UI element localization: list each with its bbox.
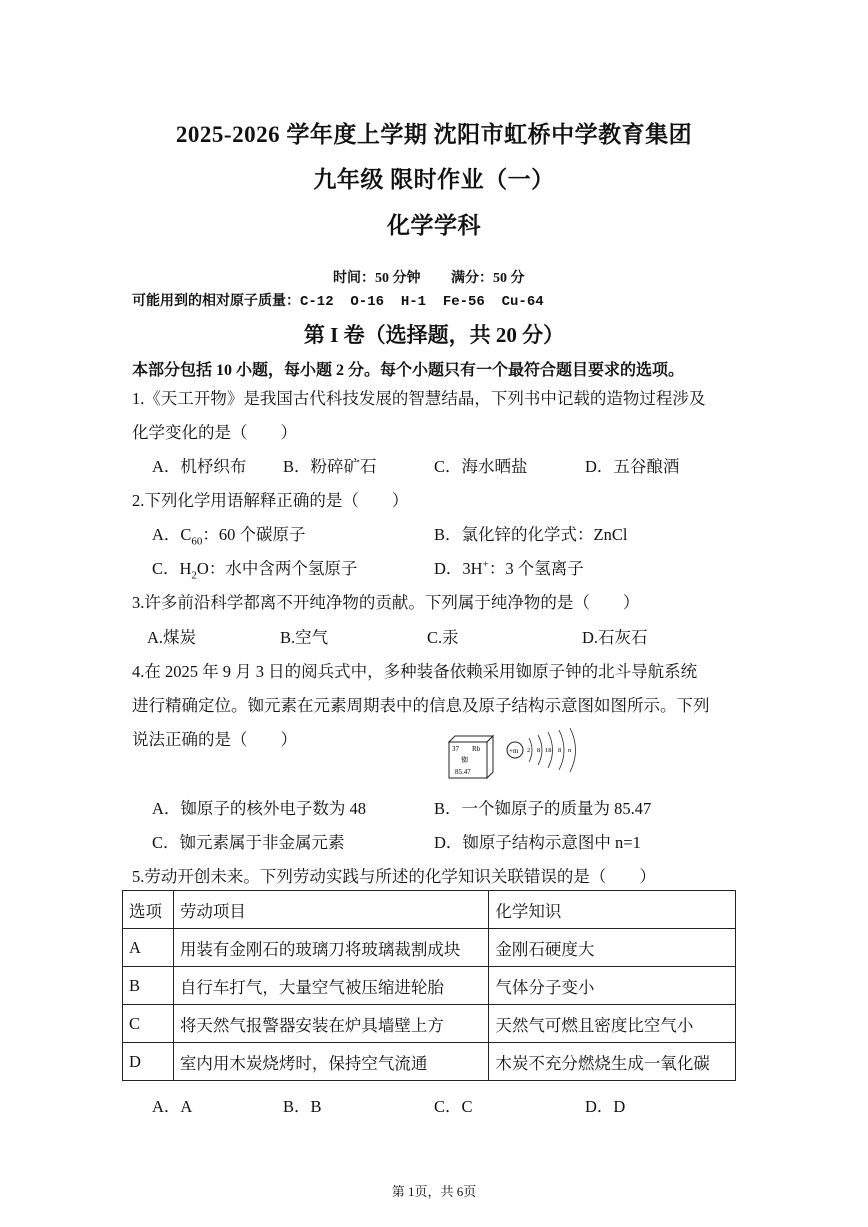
question-5: 5.劳动开创未来。下列劳动实践与所述的化学知识关联错误的是（ ） bbox=[132, 867, 656, 886]
element-number: 37 bbox=[452, 745, 459, 753]
q1-option-b[interactable]: B．粉碎矿石 bbox=[283, 457, 377, 476]
question-3: 3.许多前沿科学都离不开纯净物的贡献。下列属于纯净物的是（ ） bbox=[132, 593, 640, 612]
shell-3: 18 bbox=[545, 747, 552, 754]
shell-1: 2 bbox=[527, 747, 531, 754]
question-4-line2: 进行精确定位。铷元素在元素周期表中的信息及原子结构示意图如图所示。下列 bbox=[132, 696, 710, 715]
table-header-cell: 劳动项目 bbox=[173, 891, 489, 929]
section-title: 第 I 卷（选择题，共 20 分） bbox=[303, 323, 565, 347]
table-cell: 金刚石硬度大 bbox=[489, 929, 736, 967]
table-cell: A bbox=[123, 929, 174, 967]
page-footer: 第 1页，共 6页 bbox=[391, 1184, 477, 1199]
question-1-line2: 化学变化的是（ ） bbox=[132, 423, 297, 442]
atomic-structure-diagram bbox=[505, 724, 595, 776]
question-2: 2.下列化学用语解释正确的是（ ） bbox=[132, 491, 409, 510]
table-header-cell: 化学知识 bbox=[489, 891, 736, 929]
exam-title: 2025-2026 学年度上学期 沈阳市虹桥中学教育集团 bbox=[175, 122, 693, 147]
q1-option-a[interactable]: A．机杼织布 bbox=[152, 457, 247, 476]
question-1-line1: 1.《天工开物》是我国古代科技发展的智慧结晶，下列书中记载的造物过程涉及 bbox=[132, 389, 706, 408]
table-row bbox=[123, 967, 736, 1005]
q5-option-d[interactable]: D．D bbox=[585, 1097, 626, 1116]
shell-2: 8 bbox=[537, 747, 541, 754]
shell-5: n bbox=[568, 747, 572, 754]
q4-option-b[interactable]: B．一个铷原子的质量为 85.47 bbox=[434, 799, 652, 818]
q3-option-d[interactable]: D.石灰石 bbox=[582, 628, 648, 647]
q4-option-c[interactable]: C．铷元素属于非金属元素 bbox=[152, 833, 345, 852]
table-cell: C bbox=[123, 1005, 174, 1043]
q4-option-a[interactable]: A．铷原子的核外电子数为 48 bbox=[152, 799, 367, 818]
q5-option-a[interactable]: A．A bbox=[152, 1097, 193, 1116]
table-cell: 天然气可燃且密度比空气小 bbox=[489, 1005, 736, 1043]
q1-option-d[interactable]: D．五谷酿酒 bbox=[585, 457, 680, 476]
table-header-cell: 选项 bbox=[123, 891, 174, 929]
q3-option-a[interactable]: A.煤炭 bbox=[147, 628, 197, 647]
table-row bbox=[123, 929, 736, 967]
q5-option-c[interactable]: C．C bbox=[434, 1097, 473, 1116]
time-label: 时间：50 分钟 bbox=[333, 271, 421, 286]
element-symbol: Rb bbox=[472, 745, 481, 753]
table-cell: B bbox=[123, 967, 174, 1005]
question-4-line1: 4.在 2025 年 9 月 3 日的阅兵式中，多种装备依赖采用铷原子钟的北斗导航系统 bbox=[132, 662, 698, 681]
q2-option-d[interactable]: D．3H+：3 个氢离子 bbox=[434, 558, 584, 578]
table-cell: 将天然气报警器安装在炉具墙壁上方 bbox=[173, 1005, 489, 1043]
table-cell: 室内用木炭烧烤时，保持空气流通 bbox=[173, 1043, 489, 1081]
table-cell: 木炭不充分燃烧生成一氧化碳 bbox=[489, 1043, 736, 1081]
section-instruction: 本部分包括 10 小题，每小题 2 分。每个小题只有一个最符合题目要求的选项。 bbox=[132, 362, 685, 379]
table-cell: 气体分子变小 bbox=[489, 967, 736, 1005]
element-mass: 85.47 bbox=[455, 768, 471, 776]
table-cell: 用装有金刚石的玻璃刀将玻璃裁割成块 bbox=[173, 929, 489, 967]
score-label: 满分：50 分 bbox=[451, 271, 525, 286]
atomic-mass-label: 可能用到的相对原子质量：C-12 O-16 H-1 Fe-56 Cu-64 bbox=[132, 294, 544, 310]
q3-option-c[interactable]: C.汞 bbox=[427, 628, 459, 647]
subject-title: 化学学科 bbox=[387, 213, 481, 238]
table-row bbox=[123, 1043, 736, 1081]
q1-option-c[interactable]: C．海水晒盐 bbox=[434, 457, 528, 476]
question-4-line3: 说法正确的是（ ） bbox=[132, 730, 297, 749]
table-header-row bbox=[123, 891, 736, 929]
question-5-table bbox=[122, 890, 736, 1081]
table-cell: D bbox=[123, 1043, 174, 1081]
shell-4: 8 bbox=[558, 747, 562, 754]
element-name: 铷 bbox=[461, 756, 468, 764]
exam-subtitle: 九年级 限时作业（一） bbox=[313, 167, 555, 192]
q2-option-c[interactable]: C．$H_2O$：水中含两个氢原子 bbox=[152, 559, 358, 582]
table-row bbox=[123, 1005, 736, 1043]
nucleus-label: +m bbox=[509, 747, 519, 755]
q2-option-b[interactable]: B．氯化锌的化学式：ZnCl bbox=[434, 525, 628, 544]
q3-option-b[interactable]: B.空气 bbox=[280, 628, 329, 647]
periodic-element-tile bbox=[447, 734, 495, 780]
q2-option-a[interactable]: A．$C_{60}$：60 个碳原子 bbox=[152, 525, 306, 548]
q5-option-b[interactable]: B．B bbox=[283, 1097, 322, 1116]
table-cell: 自行车打气，大量空气被压缩进轮胎 bbox=[173, 967, 489, 1005]
q4-option-d[interactable]: D．铷原子结构示意图中 n=1 bbox=[434, 833, 641, 852]
